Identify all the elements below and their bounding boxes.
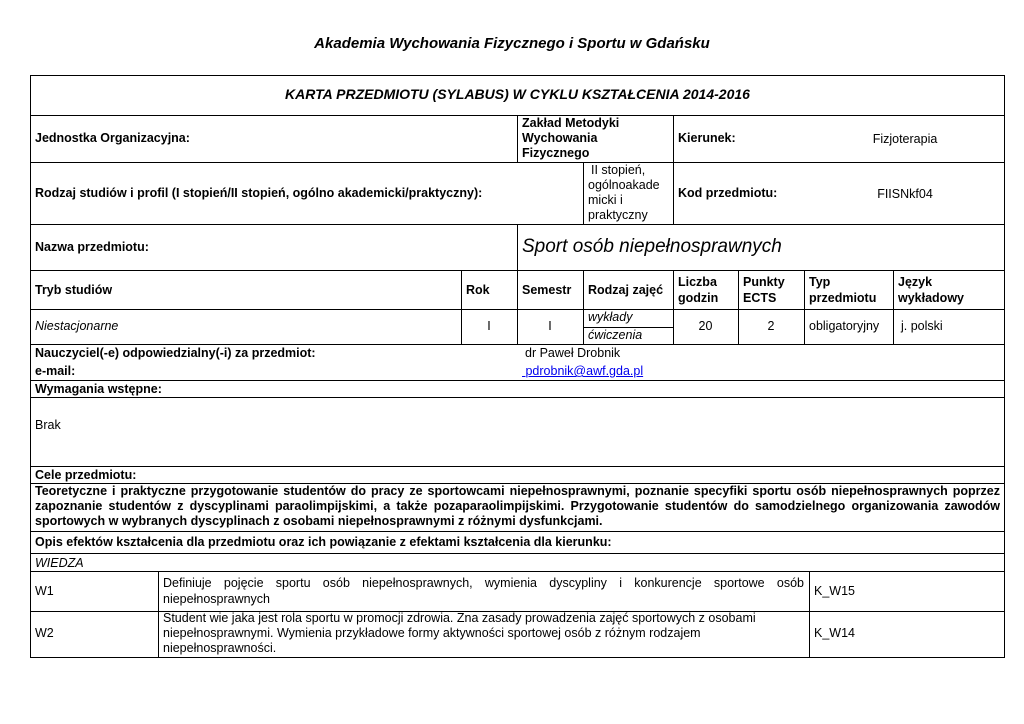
outcome-text-w2: Student wie jaka jest rola sportu w promocji zdrowia. Zna zasady prowadzenia zajęć sportowych z osobami niepełnosprawnymi. Wymienia przykładowe formy aktywności sportowej osób z różnym rodzajem niepełnosprawności. <box>163 611 756 655</box>
row-semester: I <box>548 319 552 333</box>
row-language: j. polski <box>901 319 943 333</box>
header-subject-type: Typ przedmiotu <box>809 275 877 305</box>
outcome-text-w1: Definiuje pojęcie sportu osób niepełnosprawnych, wymienia dyscypliny i konkurencje sportowe osób niepełnosprawnych <box>163 576 804 606</box>
outcome-ref-w1: K_W15 <box>814 584 855 598</box>
header-mode: Tryb studiów <box>35 283 113 297</box>
row-ects: 2 <box>767 319 775 333</box>
row-class-type-exercise: ćwiczenia <box>588 328 643 342</box>
outcome-code-w2: W2 <box>35 626 54 640</box>
field-of-study-label: Kierunek: <box>678 131 736 145</box>
header-year: Rok <box>466 283 490 297</box>
teacher-email-link[interactable]: pdrobnik@awf.gda.pl <box>525 364 644 378</box>
row-year: I <box>487 319 491 333</box>
row-class-type-lecture: wykłady <box>588 310 633 324</box>
field-of-study-value: Fizjoterapia <box>872 132 938 146</box>
goals-label: Cele przedmiotu: <box>35 468 137 482</box>
institution-header: Akademia Wychowania Fizycznego i Sportu w Gdańsku <box>314 35 710 52</box>
header-ects: Punkty ECTS <box>743 275 785 305</box>
prerequisites-value: Brak <box>35 418 61 432</box>
card-title: KARTA PRZEDMIOTU (SYLABUS) W CYKLU KSZTAŁCENIA 2014-2016 <box>285 86 750 102</box>
outcomes-category: WIEDZA <box>35 556 84 570</box>
subject-name-value: Sport osób niepełnosprawnych <box>522 236 782 257</box>
prerequisites-label: Wymagania wstępne: <box>35 382 162 396</box>
teacher-label: Nauczyciel(-e) odpowiedzialny(-i) za przedmiot: <box>35 346 316 360</box>
teacher-name: dr Paweł Drobnik <box>525 346 621 360</box>
email-label: e-mail: <box>35 364 76 378</box>
outcome-code-w1: W1 <box>35 584 54 598</box>
header-hours: Liczba godzin <box>678 275 719 305</box>
row-hours: 20 <box>698 319 713 333</box>
study-kind-label: Rodzaj studiów i profil (I stopień/II stopień, ogólno akademicki/praktyczny): <box>35 186 483 200</box>
outcome-ref-w2: K_W14 <box>814 626 855 640</box>
outcomes-label: Opis efektów kształcenia dla przedmiotu oraz ich powiązanie z efektami kształcenia dla kierunku: <box>35 535 612 549</box>
row-subject-type: obligatoryjny <box>809 319 880 333</box>
header-semester: Semestr <box>522 283 572 297</box>
course-code-label: Kod przedmiotu: <box>678 186 778 200</box>
row-mode: Niestacjonarne <box>35 319 119 333</box>
unit-label: Jednostka Organizacyjna: <box>35 131 190 145</box>
unit-value: Zakład Metodyki Wychowania Fizycznego <box>522 116 620 160</box>
header-language: Język wykładowy <box>898 275 964 305</box>
header-class-type: Rodzaj zajęć <box>588 283 664 297</box>
study-kind-value: II stopień, ogólnoakade micki i praktyczny <box>588 163 660 222</box>
subject-name-label: Nazwa przedmiotu: <box>35 240 149 254</box>
course-code-value: FIISNkf04 <box>877 187 933 201</box>
goals-text: Teoretyczne i praktyczne przygotowanie studentów do pracy ze sportowcami niepełnosprawnymi, poznanie specyfiki sportu osób niepełnosprawnych poprzez zapoznanie studentów z dyscyplinami paraolimpijskimi, a także pozaparaolimpijskimi. Przygotowanie studentów do samodzielnego organizowania zawodów sportowych w wybranych dyscyplinach z osobami niepełnosprawnymi z różnymi dysfunkcjami. <box>35 484 1000 528</box>
